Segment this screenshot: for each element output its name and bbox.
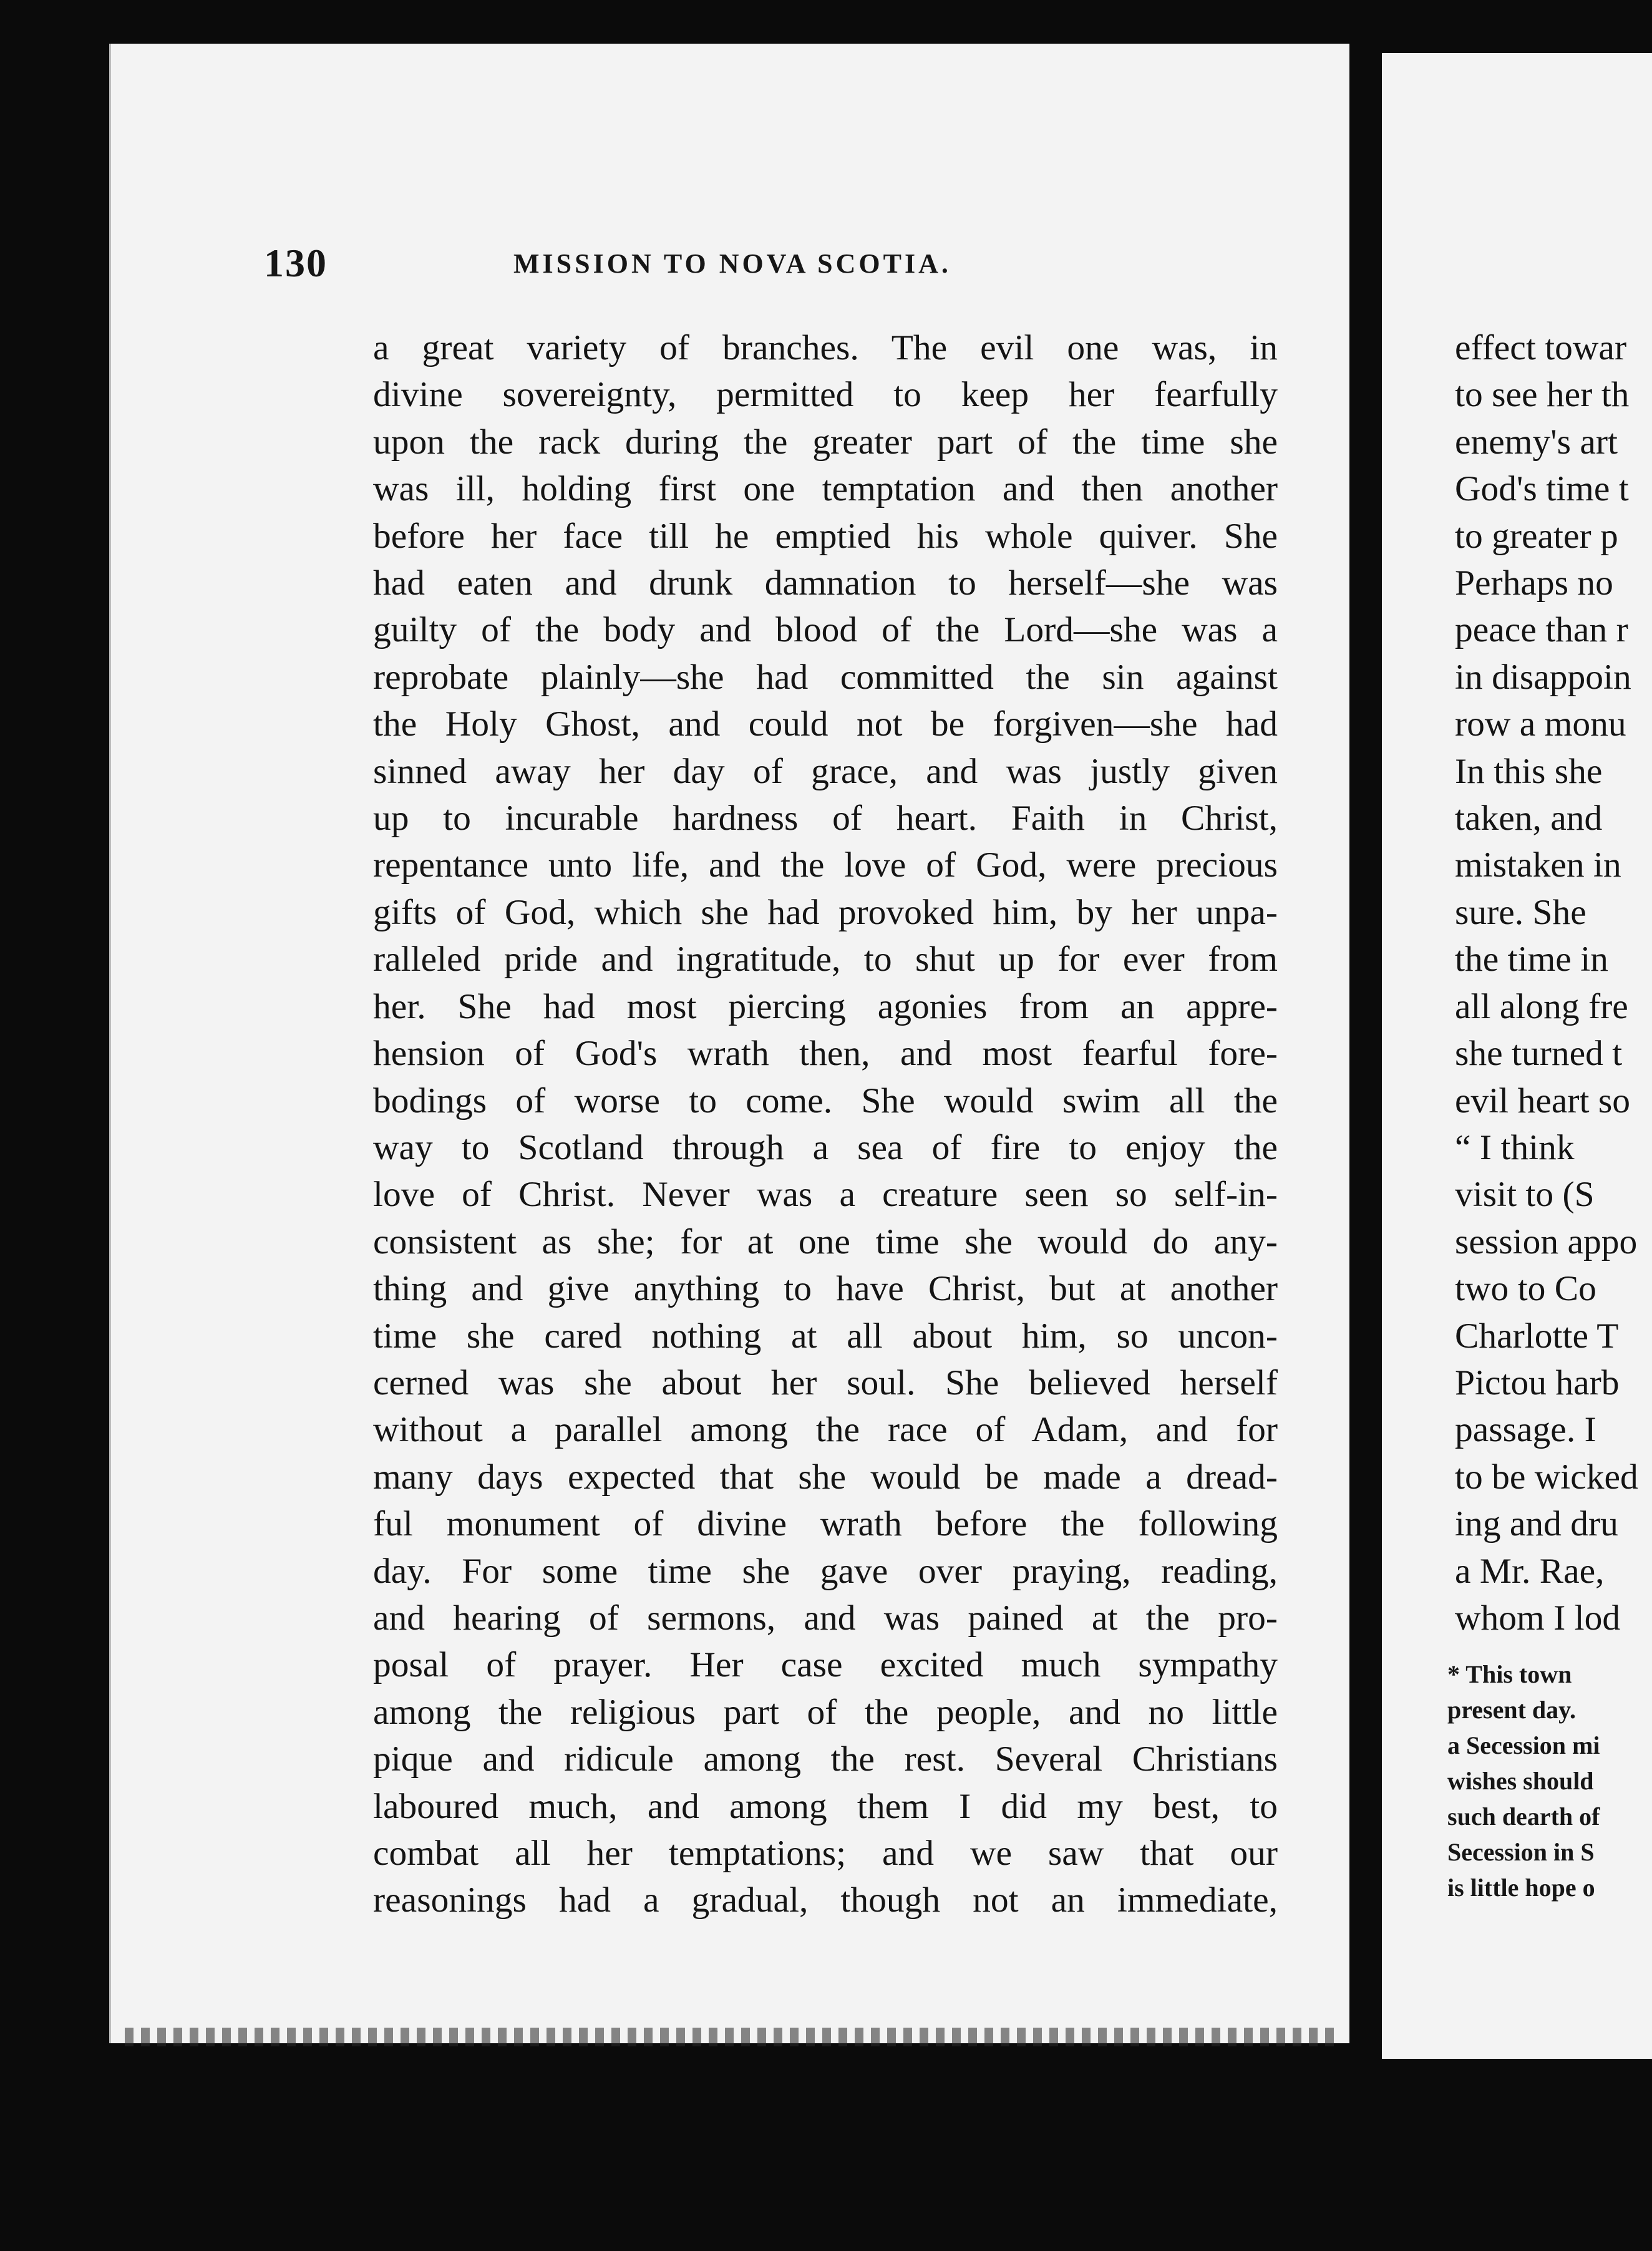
text-line: consistent as she; for at one time she would do any- bbox=[373, 1222, 1278, 1262]
text-line: hension of God's wrath then, and most fearful fore- bbox=[373, 1034, 1278, 1074]
text-line: cerned was she about her soul. She believed herself bbox=[373, 1363, 1278, 1403]
text-line: the Holy Ghost, and could not be forgiven—she had bbox=[373, 704, 1278, 744]
footnote-line: Secession in S bbox=[1447, 1838, 1595, 1866]
right-page-text bbox=[1455, 324, 1652, 1641]
text-line: row a monu bbox=[1455, 704, 1626, 744]
text-line: to see her th bbox=[1455, 375, 1630, 415]
text-line: “ I think bbox=[1455, 1127, 1575, 1167]
text-line: ralleled pride and ingratitude, to shut up for ever from bbox=[373, 940, 1278, 980]
text-line: time she cared nothing at all about him, so uncon- bbox=[373, 1316, 1278, 1356]
text-line: In this she bbox=[1455, 751, 1603, 791]
footnote-line: such dearth of bbox=[1447, 1802, 1600, 1830]
text-line: combat all her temptations; and we saw that our bbox=[373, 1834, 1278, 1873]
text-line: Perhaps no bbox=[1455, 563, 1613, 603]
text-line: way to Scotland through a sea of fire to enjoy the bbox=[373, 1127, 1278, 1167]
text-line: had eaten and drunk damnation to herself—she was bbox=[373, 563, 1278, 603]
text-line: a great variety of branches. The evil one was, in bbox=[373, 328, 1278, 367]
text-line: Charlotte T bbox=[1455, 1316, 1619, 1356]
text-line: to be wicked bbox=[1455, 1457, 1638, 1497]
text-line: reprobate plainly—she had committed the sin against bbox=[373, 657, 1278, 697]
text-line: mistaken in bbox=[1455, 845, 1621, 885]
text-line: passage. I bbox=[1455, 1410, 1596, 1450]
text-line: was ill, holding first one temptation and then another bbox=[373, 469, 1278, 509]
text-line: up to incurable hardness of heart. Faith in Christ, bbox=[373, 799, 1278, 839]
running-head: MISSION TO NOVA SCOTIA. bbox=[513, 248, 951, 279]
text-line: among the religious part of the people, and no little bbox=[373, 1692, 1278, 1732]
text-line: repentance unto life, and the love of God, were precious bbox=[373, 845, 1278, 885]
text-line: the time in bbox=[1455, 940, 1608, 980]
page-number: 130 bbox=[264, 241, 328, 285]
text-line: many days expected that she would be made a dread- bbox=[373, 1457, 1278, 1497]
text-line: in disappoin bbox=[1455, 657, 1631, 697]
text-line: day. For some time she gave over praying, reading, bbox=[373, 1551, 1278, 1591]
text-line: thing and give anything to have Christ, but at another bbox=[373, 1269, 1278, 1309]
text-line: reasonings had a gradual, though not an immediate, bbox=[373, 1880, 1278, 1920]
text-line: sure. She bbox=[1455, 892, 1586, 932]
text-line: posal of prayer. Her case excited much sympathy bbox=[373, 1645, 1278, 1685]
text-line: peace than r bbox=[1455, 610, 1628, 650]
text-line: divine sovereignty, permitted to keep her fearfully bbox=[373, 375, 1278, 415]
text-line: and hearing of sermons, and was pained at the pro- bbox=[373, 1598, 1278, 1638]
text-line: laboured much, and among them I did my best, to bbox=[373, 1786, 1278, 1826]
right-page-footnote bbox=[1447, 1656, 1652, 1905]
footnote-line: is little hope o bbox=[1447, 1874, 1595, 1902]
text-line: a Mr. Rae, bbox=[1455, 1551, 1605, 1591]
text-line: guilty of the body and blood of the Lord—she was a bbox=[373, 610, 1278, 650]
footnote-line: wishes should bbox=[1447, 1767, 1594, 1795]
text-line: she turned t bbox=[1455, 1034, 1623, 1074]
text-line: her. She had most piercing agonies from an appre- bbox=[373, 986, 1278, 1026]
text-line: before her face till he emptied his whole quiver. She bbox=[373, 516, 1278, 556]
text-line: upon the rack during the greater part of the time she bbox=[373, 422, 1278, 462]
text-line: session appo bbox=[1455, 1222, 1638, 1262]
text-line: effect towar bbox=[1455, 328, 1627, 367]
footnote-line: * This town bbox=[1447, 1660, 1572, 1688]
page-edge-smudge bbox=[125, 2028, 1341, 2046]
right-page bbox=[1382, 53, 1652, 2059]
text-line: pique and ridicule among the rest. Several Christians bbox=[373, 1739, 1278, 1779]
footnote-line: present day. bbox=[1447, 1696, 1576, 1724]
text-line: sinned away her day of grace, and was justly given bbox=[373, 751, 1278, 791]
text-line: all along fre bbox=[1455, 986, 1628, 1026]
text-line: bodings of worse to come. She would swim all the bbox=[373, 1081, 1278, 1121]
text-line: Pictou harb bbox=[1455, 1363, 1620, 1403]
text-line: to greater p bbox=[1455, 516, 1618, 556]
text-line: visit to (S bbox=[1455, 1175, 1595, 1215]
footnote-line: a Secession mi bbox=[1447, 1731, 1600, 1759]
text-line: love of Christ. Never was a creature seen so self-in- bbox=[373, 1175, 1278, 1215]
text-line: ful monument of divine wrath before the following bbox=[373, 1504, 1278, 1544]
text-line: taken, and bbox=[1455, 799, 1603, 839]
body-text bbox=[373, 324, 1278, 1924]
text-line: two to Co bbox=[1455, 1269, 1596, 1309]
text-line: ing and dru bbox=[1455, 1504, 1618, 1544]
text-line: evil heart so bbox=[1455, 1081, 1631, 1121]
text-line: God's time t bbox=[1455, 469, 1629, 509]
text-line: without a parallel among the race of Adam, and for bbox=[373, 1410, 1278, 1450]
text-line: whom I lod bbox=[1455, 1598, 1621, 1638]
text-line: gifts of God, which she had provoked him, by her unpa- bbox=[373, 892, 1278, 932]
page-header bbox=[264, 240, 1275, 284]
text-line: enemy's art bbox=[1455, 422, 1618, 462]
